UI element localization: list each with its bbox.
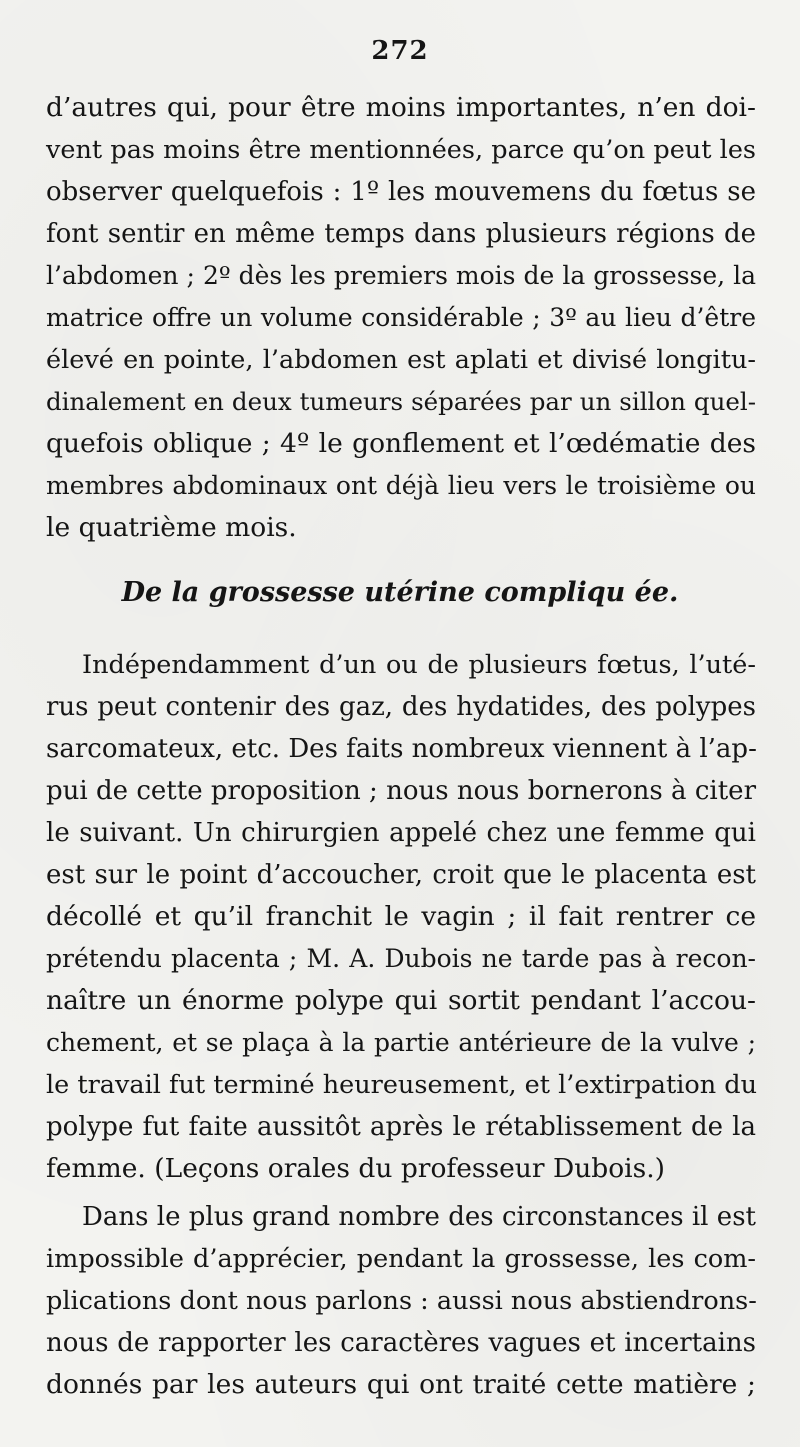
text-line: font sentir en même temps dans plusieurs régions de — [46, 219, 756, 249]
text-line: pui de cette proposition ; nous nous bornerons à citer — [46, 776, 756, 806]
text-line: Indépendamment d’un ou de plusieurs fœtus, l’uté- — [82, 650, 756, 680]
paragraph-1 — [46, 87, 756, 549]
text-line: membres abdominaux ont déjà lieu vers le troisième ou — [46, 471, 756, 500]
text-line: d’autres qui, pour être moins importantes, n’en doi- — [46, 92, 756, 123]
text-line: est sur le point d’accoucher, croit que le placenta est — [46, 860, 756, 890]
paragraph-2 — [46, 644, 756, 1190]
text-line: le quatrième mois. — [46, 512, 297, 543]
text-line: rus peut contenir des gaz, des hydatides, des polypes — [46, 692, 756, 722]
text-line: observer quelquefois : 1º les mouvemens du fœtus se — [46, 177, 756, 207]
text-line: l’abdomen ; 2º dès les premiers mois de la grossesse, la — [46, 261, 756, 290]
paragraph-3 — [46, 1196, 756, 1406]
text-line: plications dont nous parlons : aussi nous abstiendrons- — [46, 1286, 757, 1316]
text-line: vent pas moins être mentionnées, parce qu’on peut les — [46, 135, 756, 165]
text-line: impossible d’apprécier, pendant la grossesse, les com- — [46, 1244, 756, 1274]
text-line: dinalement en deux tumeurs séparées par un sillon quel- — [46, 387, 756, 416]
text-line: polype fut faite aussitôt après le rétablissement de la — [46, 1112, 756, 1142]
text-line: décollé et qu’il franchit le vagin ; il fait rentrer ce — [46, 901, 756, 932]
text-line: femme. (Leçons orales du professeur Dubois.) — [46, 1153, 666, 1184]
text-line: Dans le plus grand nombre des circonstances il est — [82, 1202, 756, 1232]
text-line: donnés par les auteurs qui ont traité cette matière ; — [46, 1369, 756, 1400]
page-number: 272 — [371, 36, 429, 66]
text-line: prétendu placenta ; M. A. Dubois ne tarde pas à recon- — [46, 944, 756, 973]
text-line: naître un énorme polype qui sortit pendant l’accou- — [46, 985, 756, 1016]
text-line: élevé en pointe, l’abdomen est aplati et divisé longitu- — [46, 345, 756, 375]
text-line: nous de rapporter les caractères vagues et incertains — [46, 1328, 756, 1358]
text-line: le travail fut terminé heureusement, et l’extirpation du — [46, 1070, 758, 1100]
text-line: chement, et se plaça à la partie antérieure de la vulve ; — [46, 1028, 756, 1057]
section-heading: De la grossesse utérine compliqu ée. — [121, 577, 679, 608]
text-line: sarcomateux, etc. Des faits nombreux viennent à l’ap- — [46, 734, 757, 764]
text-line: quefois oblique ; 4º le gonflement et l’œdématie des — [46, 428, 756, 459]
text-line: le suivant. Un chirurgien appelé chez une femme qui — [46, 818, 756, 848]
text-line: matrice offre un volume considérable ; 3º au lieu d’être — [46, 303, 756, 332]
